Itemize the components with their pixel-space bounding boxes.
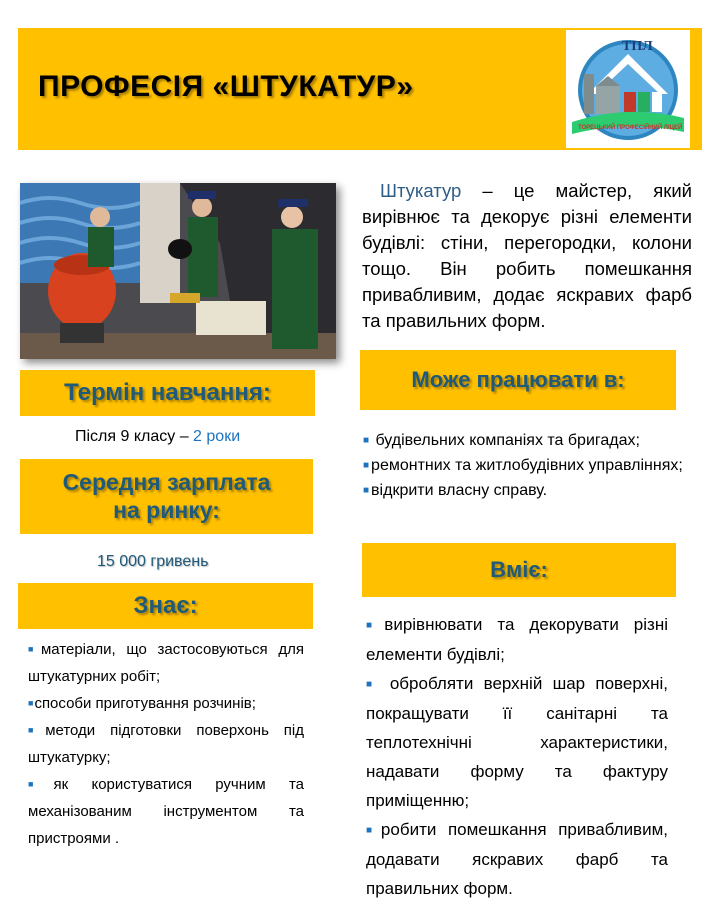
knows-heading-box [18, 583, 313, 629]
knows-heading: Знає: [133, 592, 198, 619]
study-prefix: Після 9 класу – [75, 428, 194, 445]
square-bullet-icon: ■ [28, 644, 40, 654]
square-bullet-icon: ■ [366, 679, 378, 690]
square-bullet-icon: ■ [28, 725, 45, 735]
profession-highlight: Штукатур [380, 180, 462, 201]
list-item: ■ ремонтних та житлобудівних управліннях; [363, 457, 683, 474]
can-work-heading: Може працювати в: [411, 367, 625, 392]
logo-caption: ТОРЕЦЬКИЙ ПРОФЕСІЙНИЙ ЛІЦЕЙ [578, 125, 683, 131]
list-item: ■ обробляти верхній шар поверхні, покращувати її санітарні та теплотехнічні характеристики, надавати форму та фактуру приміщенню; [366, 674, 669, 810]
list-item: ■ вирівнювати та декорувати різні елементи будівлі; [366, 615, 669, 664]
square-bullet-icon: ■ [366, 825, 379, 836]
skills-list [366, 610, 668, 903]
salary-heading-line1: Середня зарплата [62, 469, 271, 495]
intro-text: – це майстер, який вирівнює та декорує різні елементи будівлі: стіни, перегородки, колони тощо. Він робить помешкання привабливим, додає яскравих фарб та правильних форм. [362, 180, 692, 331]
list-item: ■ робити помешкання привабливим, додавати яскравих фарб та правильних форм. [366, 820, 668, 898]
page-title: ПРОФЕСІЯ «ШТУКАТУР» [38, 70, 414, 103]
logo-abbr: ТПЛ [622, 39, 653, 54]
square-bullet-icon: ■ [28, 779, 53, 789]
list-item: ■ відкрити власну справу. [363, 482, 548, 499]
salary-value: 15 000 гривень [97, 553, 209, 570]
list-item: ■способи приготування розчинів; [28, 695, 256, 712]
workshop-photo-image [20, 183, 336, 359]
can-work-heading-box [360, 350, 676, 410]
skills-heading-box [362, 543, 676, 597]
square-bullet-icon: ■ [363, 485, 370, 496]
square-bullet-icon: ■ [363, 460, 370, 471]
skills-heading: Вміє: [490, 557, 548, 582]
list-item: ■ будівельних компаніях та бригадах; [363, 432, 640, 449]
logo-emblem-icon [566, 30, 690, 148]
list-item: ■як користуватися ручним та механізованим інструментом та пристроями . [28, 776, 305, 847]
school-logo [566, 30, 690, 148]
can-work-list [363, 428, 695, 503]
salary-heading-line2: на ринку: [113, 497, 220, 523]
square-bullet-icon: ■ [366, 620, 383, 631]
workshop-photo [20, 183, 336, 359]
square-bullet-icon: ■ [28, 698, 34, 708]
square-bullet-icon: ■ [363, 435, 370, 446]
study-value: 2 роки [193, 428, 241, 445]
intro-paragraph [362, 178, 692, 334]
salary-heading-box [20, 459, 313, 534]
list-item: ■методи підготовки поверхонь під штукатурку; [28, 722, 304, 766]
study-heading-box [20, 370, 315, 416]
study-duration [75, 428, 240, 446]
study-heading: Термін навчання: [64, 379, 271, 406]
knows-list [28, 636, 304, 852]
list-item: ■матеріали, що застосовуються для штукатурних робіт; [28, 641, 304, 685]
